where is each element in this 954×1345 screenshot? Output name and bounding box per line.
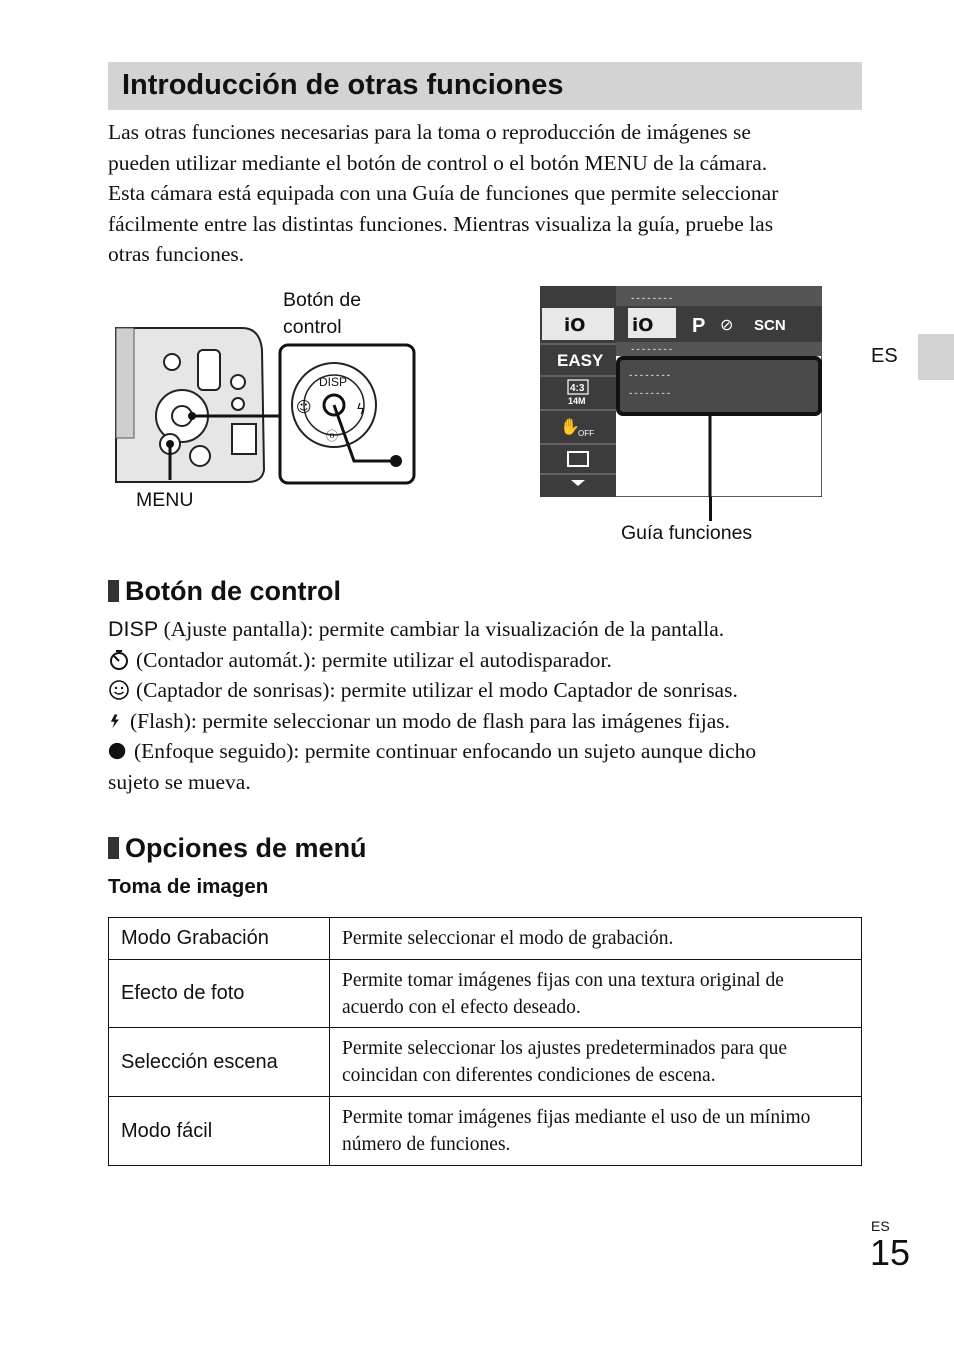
- control-item-disp: [108, 614, 868, 645]
- svg-text:ϟ: ϟ: [356, 402, 366, 418]
- table-row: [109, 960, 862, 1028]
- table-row: [109, 918, 862, 960]
- screen-guide-line: --------: [630, 294, 674, 304]
- screen-guide-line: --------: [630, 345, 674, 355]
- function-guide-label: Guía funciones: [621, 522, 753, 544]
- option-name: Modo Grabación: [109, 918, 330, 960]
- menu-subheading: Toma de imagen: [108, 875, 269, 898]
- camera-illustration: [112, 320, 422, 490]
- screen-guide-line: --------: [628, 389, 672, 399]
- svg-text:⊘: ⊘: [720, 315, 734, 334]
- control-item-text: (Ajuste pantalla): permite cambiar la visualización de la pantalla.: [163, 617, 725, 641]
- option-name: Efecto de foto: [109, 960, 330, 1028]
- svg-text:☺: ☺: [296, 398, 312, 416]
- screen-aspect-text: 4:3: [570, 383, 585, 394]
- menu-options-heading: Opciones de menú: [108, 833, 367, 864]
- page-number: 15: [870, 1232, 911, 1273]
- control-button-heading: Botón de control: [108, 576, 341, 607]
- screen-size-text: 14M: [568, 396, 586, 406]
- disp-key: DISP: [108, 617, 159, 641]
- intro-line: Esta cámara está equipada con una Guía de funciones que permite seleccionar: [108, 181, 779, 205]
- dial-disp-text: DISP: [319, 375, 348, 389]
- option-desc: Permite seleccionar los ajustes predeterminados para que coincidan con diferentes condiciones de escena.: [330, 1028, 862, 1097]
- intro-line: pueden utilizar mediante el botón de control o el botón MENU de la cámara.: [108, 150, 768, 175]
- svg-text:iO: iO: [632, 315, 654, 336]
- control-item-text: (Contador automát.): permite utilizar el autodisparador.: [136, 647, 612, 672]
- option-desc: Permite tomar imágenes fijas con una textura original de acuerdo con el efecto deseado.: [330, 960, 862, 1028]
- option-desc: Permite tomar imágenes fijas mediante el uso de un mínimo número de funciones.: [330, 1097, 862, 1166]
- control-button-label-1: Botón de: [283, 289, 362, 311]
- control-button-list: [108, 614, 868, 797]
- svg-text:ⓞ: ⓞ: [326, 429, 339, 443]
- self-timer-icon: [108, 649, 130, 671]
- option-desc: Permite seleccionar el modo de grabación.: [330, 918, 862, 960]
- control-item-smile: [108, 675, 868, 706]
- menu-label: MENU: [136, 489, 194, 511]
- screen-mode-scn: SCN: [754, 317, 786, 334]
- intro-line: Las otras funciones necesarias para la toma o reproducción de imágenes se: [108, 120, 751, 144]
- screen-easy-text: EASY: [557, 351, 604, 370]
- option-name: Modo fácil: [109, 1097, 330, 1166]
- table-row: [109, 1097, 862, 1166]
- intro-line: fácilmente entre las distintas funciones. Mientras visualiza la guía, pruebe las: [108, 211, 774, 236]
- control-item-text: (Flash): permite seleccionar un modo de flash para las imágenes fijas.: [130, 708, 731, 733]
- control-item-tracking: [108, 736, 868, 767]
- table-row: [109, 1028, 862, 1097]
- smile-icon: [108, 679, 130, 701]
- camera-screen-illustration: [540, 286, 822, 497]
- control-item-text: (Captador de sonrisas): permite utilizar el modo Captador de sonrisas.: [136, 678, 738, 702]
- control-item-flash: [108, 706, 868, 737]
- screen-guide-line: --------: [628, 371, 672, 381]
- flash-icon: [108, 710, 124, 732]
- page-lang: ES: [871, 1218, 890, 1234]
- control-item-text: (Enfoque seguido): permite continuar enfocando un sujeto aunque dicho: [134, 739, 757, 763]
- svg-text:✋: ✋: [560, 417, 580, 436]
- dot-icon: [108, 740, 128, 762]
- svg-text:iO: iO: [564, 315, 586, 336]
- screen-off-text: OFF: [578, 429, 594, 438]
- control-item-continuation: sujeto se mueva.: [108, 769, 251, 794]
- side-language-tab: [918, 334, 954, 380]
- intro-line: otras funciones.: [108, 242, 245, 266]
- control-button-label-2: control: [283, 316, 342, 338]
- function-guide-pointer: [709, 497, 712, 521]
- control-item-self-timer: [108, 645, 868, 676]
- section-title-bar: [108, 62, 862, 110]
- option-name: Selección escena: [109, 1028, 330, 1097]
- section-title: Introducción de otras funciones: [122, 69, 564, 101]
- menu-options-table: [108, 917, 862, 1166]
- screen-mode-p: P: [692, 315, 706, 337]
- intro-paragraph: [108, 117, 868, 270]
- side-language-label: ES: [871, 345, 898, 367]
